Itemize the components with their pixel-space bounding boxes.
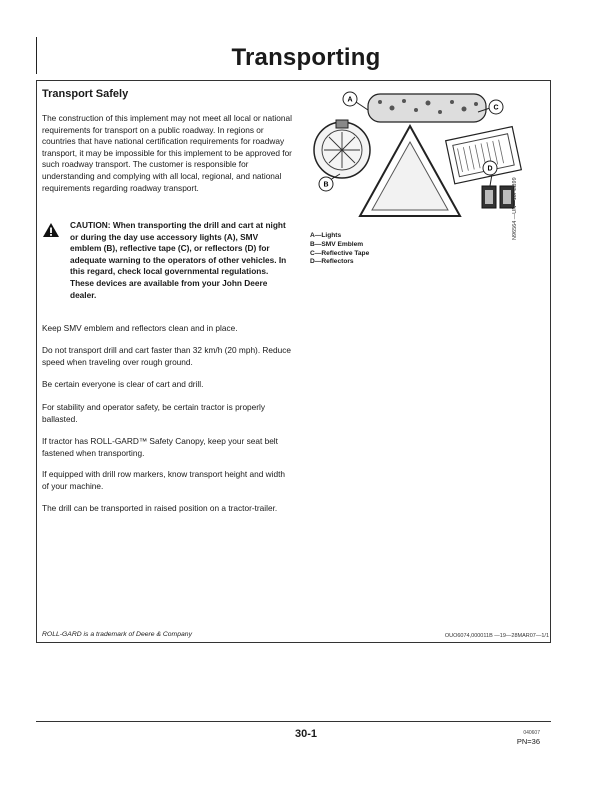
legend-item: D—Reflectors [310,258,354,266]
warning-icon [42,222,60,238]
transport-devices-illustration [300,88,530,228]
list-item: Be certain everyone is clear of cart and drill. [42,379,204,389]
figure-legend [310,232,369,267]
figure-code [512,140,522,240]
page-title: Transporting [231,44,381,71]
list-item: Do not transport drill and cart faster than 32 km/h (20 mph). Reduce speed when traveling over rough ground. [42,345,292,367]
legend-item: B—SMV Emblem [310,240,364,248]
callout-d: D [487,165,493,173]
page-number: 30-1 [294,728,318,740]
pn-label: PN=36 [516,737,540,746]
intro-paragraph: The construction of this implement may not meet all local or national requirements for transport on a public roadway. In regions or countries that have national certification requirements for roadway transport, it may be impossible for this implement to be approved for such roadway transport. The customer is responsible for understanding and complying with all local, regional, and national requirements regarding roadway transport. [42,113,292,193]
callout-a: A [347,96,353,104]
figure-code-text: N96564 —UN—10FEB99 [512,177,518,240]
section-title: Transport Safely [42,88,129,100]
callout-b: B [323,181,329,189]
document-reference: OUO6074,000011B —19—28MAR07—1/1 [444,633,549,639]
list-item: The drill can be transported in raised position on a tractor-trailer. [42,503,278,513]
footer-rule [36,721,551,722]
trademark-note: ROLL-GARD is a trademark of Deere & Company [42,631,192,638]
list-item: If equipped with drill row markers, know transport height and width of your machine. [42,469,286,491]
list-item: For stability and operator safety, be certain tractor is properly ballasted. [42,402,266,424]
callout-c: C [493,104,499,112]
list-item: Keep SMV emblem and reflectors clean and in place. [42,323,238,333]
caution-text: CAUTION: When transporting the drill and cart at night or during the day use accessory lights (A), SMV emblem (B), reflective tape (C), or reflectors (D) for adequate warning to the operators of other vehicles. In this regard, check local governmental regulations. These devices are available from your John Deere dealer. [70,220,287,300]
list-item: If tractor has ROLL-GARD™ Safety Canopy, keep your seat belt fastened when transporting. [42,436,278,458]
date-code: 040607 [523,730,540,736]
legend-item: A—Lights [310,232,342,239]
legend-item: C—Reflective Tape [310,249,370,257]
